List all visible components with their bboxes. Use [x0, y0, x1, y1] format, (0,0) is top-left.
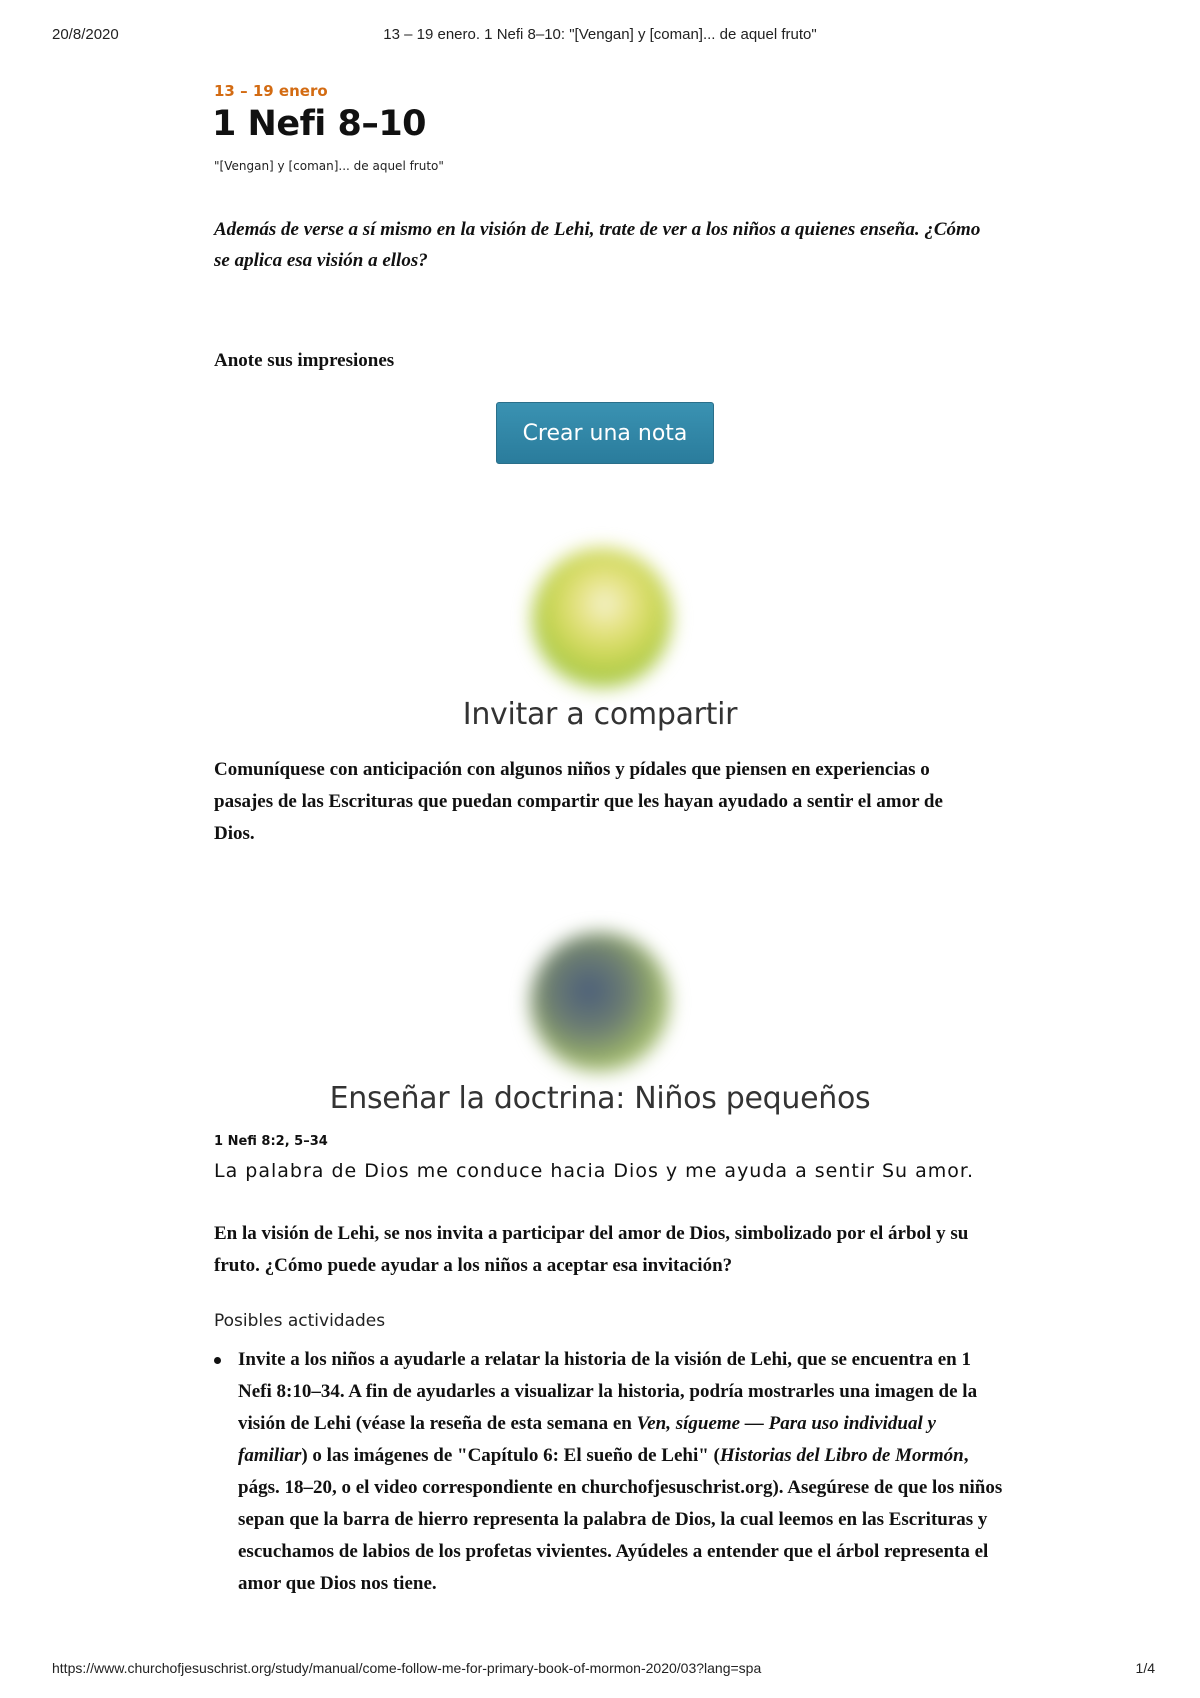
doctrine-body: En la visión de Lehi, se nos invita a participar del amor de Dios, simbolizado por el árbol y su fruto. ¿Cómo puede ayudar a los niños a aceptar esa invitación?	[214, 1223, 969, 1276]
activities-label: Posibles actividades	[214, 1311, 386, 1331]
list-item	[214, 1344, 1004, 1600]
activity-text-part1: Invite a los niños a ayudarle a relatar la historia de la visión de Lehi, que se encuentra en 1 Nefi 8:10–34. A fin de ayudarles a visualizar la historia, podría mostrarles una imagen de la visión de Lehi (véase la reseña de esta semana en	[238, 1349, 978, 1434]
manual-title-link: Ven, sígueme — Para uso individual y familiar	[238, 1413, 936, 1466]
stories-book-title: Historias del Libro de Mormón	[719, 1445, 964, 1466]
teach-doctrine-image	[530, 932, 670, 1072]
intro-paragraph: Además de verse a sí mismo en la visión de Lehi, trate de ver a los niños a quienes enseña. ¿Cómo se aplica esa visión a ellos?	[214, 219, 981, 271]
week-label: 13 – 19 enero	[214, 82, 328, 100]
doctrine-principle: La palabra de Dios me conduce hacia Dios y me ayuda a sentir Su amor.	[214, 1160, 975, 1182]
bullet-icon	[214, 1357, 221, 1364]
create-note-button[interactable]: Crear una nota	[496, 402, 714, 464]
activity-text-part2: ) o las imágenes de "Capítulo 6: El sueño de Lehi" (	[301, 1445, 720, 1466]
page-number: 1/4	[1135, 1660, 1155, 1676]
activity-text-part3: , págs. 18–20, o el video correspondiente en churchofjesuschrist.org). Asegúrese de que los niños sepan que la barra de hierro representa la palabra de Dios, la cual leemos en las Escrituras y escuchamos de labios de los profetas vivientes. Ayúdeles a entender que el árbol representa el amor que Dios nos tiene.	[238, 1445, 1003, 1594]
invite-to-share-body: Comuníquese con anticipación con algunos niños y pídales que piensen en experiencias o pasajes de las Escrituras que puedan compartir que les hayan ayudado a sentir el amor de Dios.	[214, 759, 943, 844]
activity-list	[214, 1344, 1004, 1600]
lesson-title: 1 Nefi 8–10	[212, 104, 427, 144]
invite-to-share-image	[532, 548, 672, 688]
print-document-title: 13 – 19 enero. 1 Nefi 8–10: "[Vengan] y [coman]... de aquel fruto"	[383, 26, 817, 43]
lesson-subtitle: "[Vengan] y [coman]... de aquel fruto"	[214, 159, 444, 173]
teach-doctrine-heading: Enseñar la doctrina: Niños pequeños	[329, 1081, 871, 1116]
scripture-reference: 1 Nefi 8:2, 5–34	[214, 1134, 328, 1149]
invite-to-share-heading: Invitar a compartir	[462, 697, 738, 732]
notes-label: Anote sus impresiones	[214, 350, 395, 371]
print-date: 20/8/2020	[52, 26, 119, 43]
page-url: https://www.churchofjesuschrist.org/study/manual/come-follow-me-for-primary-book-of-mormon-2020/03?lang=spa	[52, 1660, 762, 1676]
